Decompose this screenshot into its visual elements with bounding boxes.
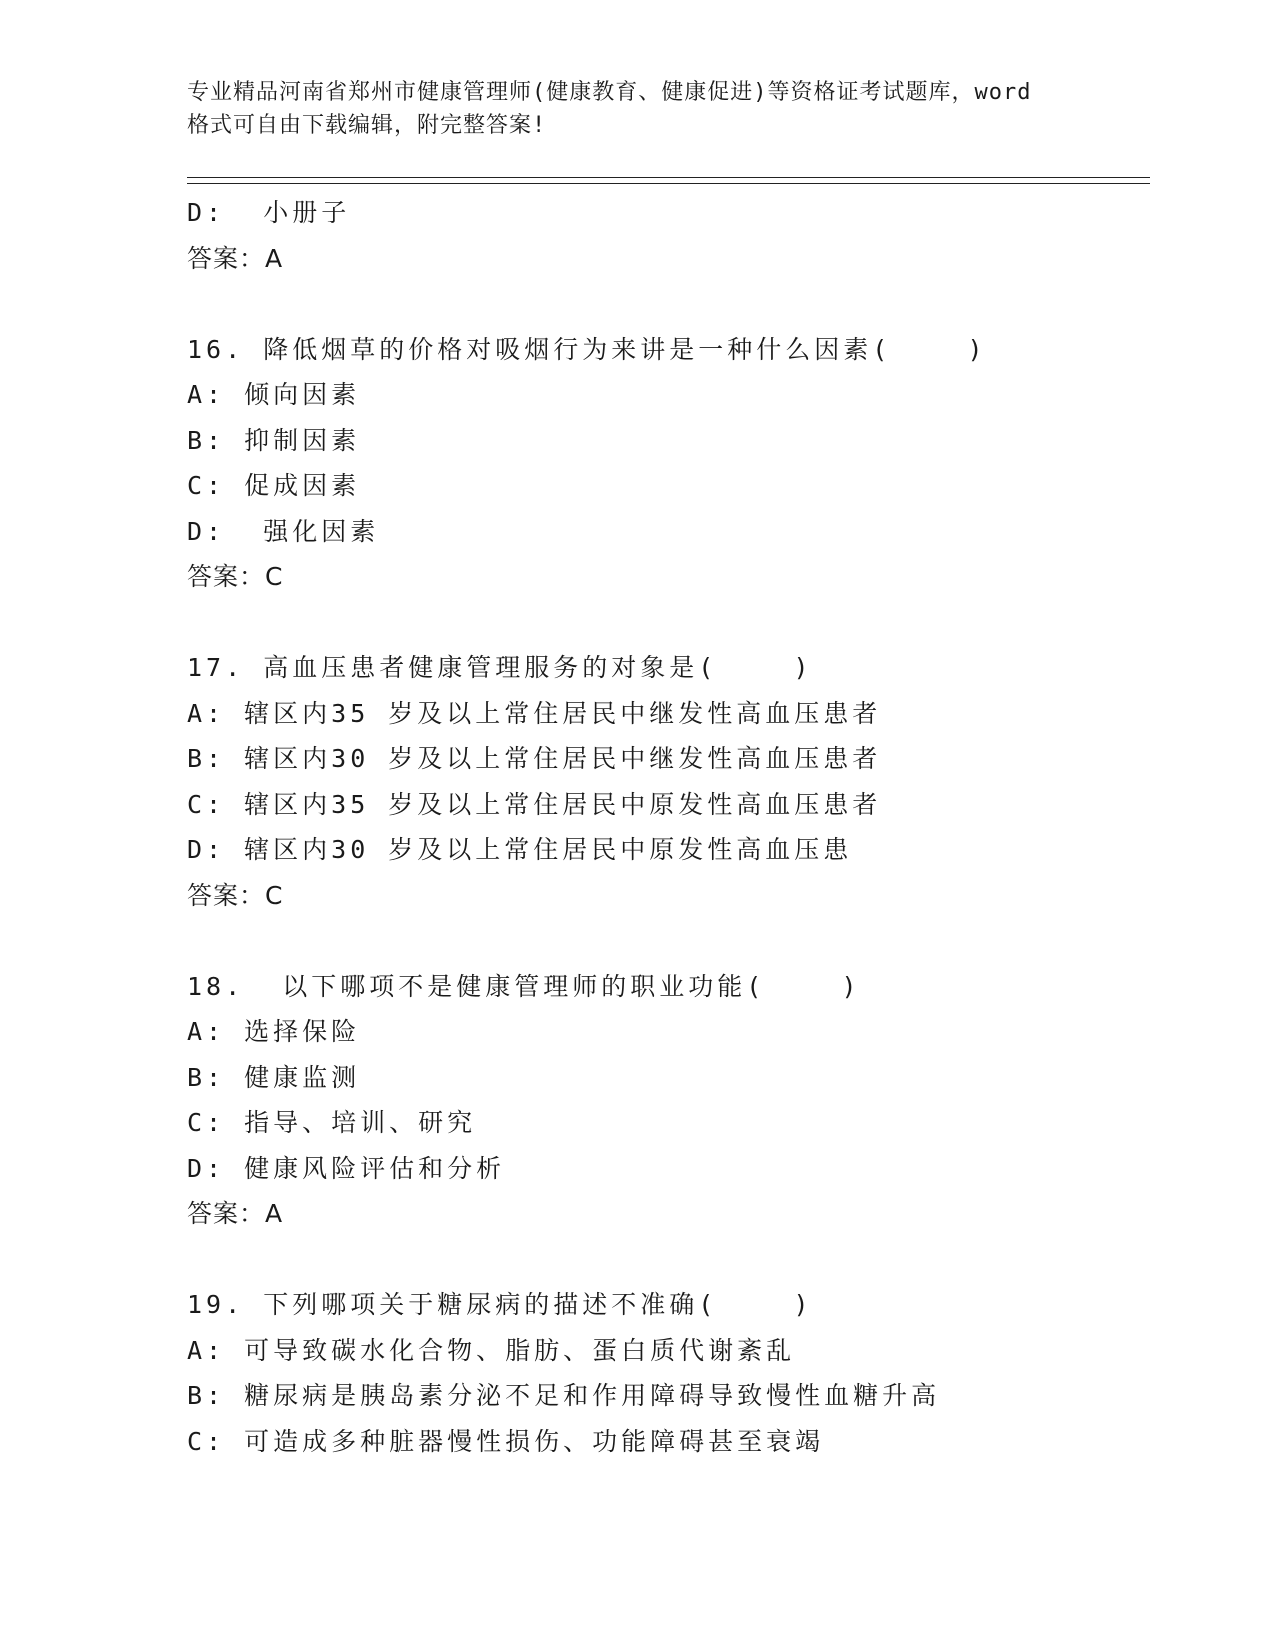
option-b: B: 糖尿病是胰岛素分泌不足和作用障碍导致慢性血糖升高 [187, 1381, 941, 1410]
option-d: D: 健康风险评估和分析 [187, 1153, 506, 1183]
answer-line: 答案：C [187, 880, 284, 910]
option-d: D: 强化因素 [187, 516, 380, 546]
header-divider-bottom [187, 183, 1150, 184]
question-block-19 [187, 1282, 1150, 1464]
question-block-18 [187, 964, 1150, 1237]
answer-line: 答案：A [187, 1199, 284, 1228]
question-stem: 17. 高血压患者健康管理服务的对象是( ) [187, 653, 813, 682]
option-c: C: 促成因素 [187, 471, 361, 500]
document-header [187, 76, 1087, 142]
option-c: C: 可造成多种脏器慢性损伤、功能障碍甚至衰竭 [187, 1426, 825, 1456]
option-a: A: 可导致碳水化合物、脂肪、蛋白质代谢紊乱 [187, 1335, 796, 1365]
spacer [187, 600, 1150, 646]
option-d: D: 辖区内30 岁及以上常住居民中原发性高血压患 [187, 835, 853, 864]
option-a: A: 倾向因素 [187, 380, 361, 409]
question-stem: 18. 以下哪项不是健康管理师的职业功能( ) [187, 971, 861, 1001]
header-line-1: 专业精品河南省郑州市健康管理师(健康教育、健康促进)等资格证考试题库，word [187, 80, 1032, 105]
spacer [187, 281, 1150, 327]
option-c: C: 辖区内35 岁及以上常住居民中原发性高血压患者 [187, 789, 882, 819]
header-line-2: 格式可自由下载编辑，附完整答案! [187, 113, 547, 138]
spacer [187, 1237, 1150, 1283]
option-c: C: 指导、培训、研究 [187, 1108, 477, 1137]
question-stem: 16. 降低烟草的价格对吸烟行为来讲是一种什么因素( ) [187, 334, 987, 364]
question-block-17 [187, 645, 1150, 918]
option-a: A: 辖区内35 岁及以上常住居民中继发性高血压患者 [187, 698, 882, 728]
option-b: B: 健康监测 [187, 1062, 361, 1092]
option-d: D: 小册子 [187, 198, 351, 227]
question-list [187, 190, 1150, 1464]
option-b: B: 抑制因素 [187, 425, 361, 455]
option-a: A: 选择保险 [187, 1017, 361, 1046]
question-block-16 [187, 327, 1150, 600]
header-divider-top [187, 177, 1150, 178]
spacer [187, 918, 1150, 964]
option-b: B: 辖区内30 岁及以上常住居民中继发性高血压患者 [187, 744, 882, 773]
answer-line: 答案：C [187, 562, 284, 591]
question-stem: 19. 下列哪项关于糖尿病的描述不准确( ) [187, 1290, 813, 1319]
answer-line: 答案：A [187, 243, 284, 273]
prev-question-block [187, 190, 1150, 281]
